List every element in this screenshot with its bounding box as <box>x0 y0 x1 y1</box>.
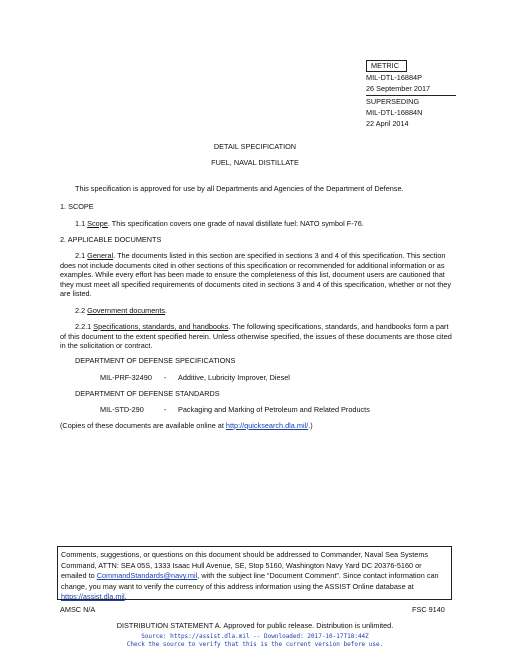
standard-dash: - <box>164 405 167 414</box>
spec-dash: - <box>164 373 167 382</box>
copies-text-end: .) <box>308 421 313 430</box>
scope-paragraph <box>75 219 455 229</box>
paragraph-number: 2.2 <box>75 306 88 315</box>
spec-title: Additive, Lubricity Improver, Diesel <box>178 373 290 382</box>
verify-line: Check the source to verify that this is the current version before use. <box>126 641 384 648</box>
assist-online-link[interactable]: https://assist.dla.mil <box>61 592 125 602</box>
spec-id: MIL-PRF-32490 <box>100 373 152 382</box>
paragraph-title: Specifications, standards, and handbooks <box>93 322 229 331</box>
document-date: 26 September 2017 <box>366 84 431 93</box>
paragraph-number: 1.1 <box>75 219 88 228</box>
fsc-label: FSC 9140 <box>412 605 445 614</box>
source-download-notice <box>0 633 510 649</box>
general-paragraph <box>60 251 452 299</box>
paragraph-title: Government documents <box>87 306 166 315</box>
specifications-standards-paragraph <box>60 322 452 351</box>
metric-label: METRIC <box>366 60 407 72</box>
copies-text: (Copies of these documents are available online at <box>60 421 226 430</box>
distribution-statement: DISTRIBUTION STATEMENT A. Approved for public release. Distribution is unlimited. <box>116 621 394 630</box>
notice-text-2: , with the subject line “Document Comment”. Since contact information can change, you may want to verify the currency of this address information using the ASSIST Online database at <box>61 571 439 591</box>
standard-id: MIL-STD-290 <box>100 405 144 414</box>
approval-statement: This specification is approved for use by all Departments and Agencies of the Department of Defense. <box>75 184 404 193</box>
spec-subject-title: FUEL, NAVAL DISTILLATE <box>211 158 299 167</box>
superseded-document-date: 22 April 2014 <box>366 119 409 128</box>
superseding-label: SUPERSEDING <box>366 97 420 106</box>
source-line: Source: https://assist.dla.mil -- Downloaded: 2017-10-17T18:44Z <box>141 633 369 640</box>
paragraph-title: Scope <box>87 219 108 228</box>
notice-text-3: . <box>124 592 127 602</box>
spec-type-title: DETAIL SPECIFICATION <box>213 142 297 151</box>
dod-standards-heading: DEPARTMENT OF DEFENSE STANDARDS <box>75 389 220 398</box>
document-header-block <box>366 60 456 129</box>
document-id: MIL-DTL-16884P <box>366 73 422 82</box>
section-2-heading: 2. APPLICABLE DOCUMENTS <box>60 235 162 244</box>
section-1-heading: 1. SCOPE <box>60 202 94 211</box>
superseded-document-id: MIL-DTL-16884N <box>366 108 423 117</box>
copies-availability-note <box>60 421 313 430</box>
paragraph-number: 2.1 <box>75 251 88 260</box>
standard-row <box>100 405 370 414</box>
paragraph-text: . <box>165 306 168 315</box>
government-documents-paragraph <box>75 306 167 316</box>
notice-text: Comments, suggestions, or questions on this document should be addressed to Commander, Naval Sea Systems Command, ATTN: SEA 05S, 1333 Isaac Hull Avenue, SE, Stop 5160, Washington Navy Yard DC 20376-5160 or emailed to <box>61 550 429 581</box>
dod-specifications-heading: DEPARTMENT OF DEFENSE SPECIFICATIONS <box>75 356 236 365</box>
standard-title: Packaging and Marking of Petroleum and Related Products <box>178 405 370 414</box>
amsc-label: AMSC N/A <box>60 605 96 614</box>
comments-notice-box <box>57 546 452 600</box>
paragraph-text: . This specification covers one grade of naval distillate fuel: NATO symbol F-76. <box>107 219 364 228</box>
quicksearch-link[interactable]: http://quicksearch.dla.mil/ <box>225 421 309 430</box>
paragraph-text: . The following specifications, standards, and handbooks form a part of this document to the extent specified herein. Unless otherwise specified, the issues of these documents are those cited in the solicitation or contract. <box>60 322 452 351</box>
paragraph-number: 2.2.1 <box>75 322 94 331</box>
spec-row <box>100 373 290 382</box>
paragraph-text: . The documents listed in this section are specified in sections 3 and 4 of this specification. This section does not include documents cited in other sections of this specification or recommended for additional information or as examples. While every effort has been made to ensure the completeness of this list, document users are cautioned that they must meet all specified requirements of documents cited in sections 3 and 4 of this specification, whether or not they are listed. <box>60 251 451 299</box>
command-standards-email-link[interactable]: CommandStandards@navy.mil <box>96 571 198 581</box>
paragraph-title: General <box>87 251 114 260</box>
